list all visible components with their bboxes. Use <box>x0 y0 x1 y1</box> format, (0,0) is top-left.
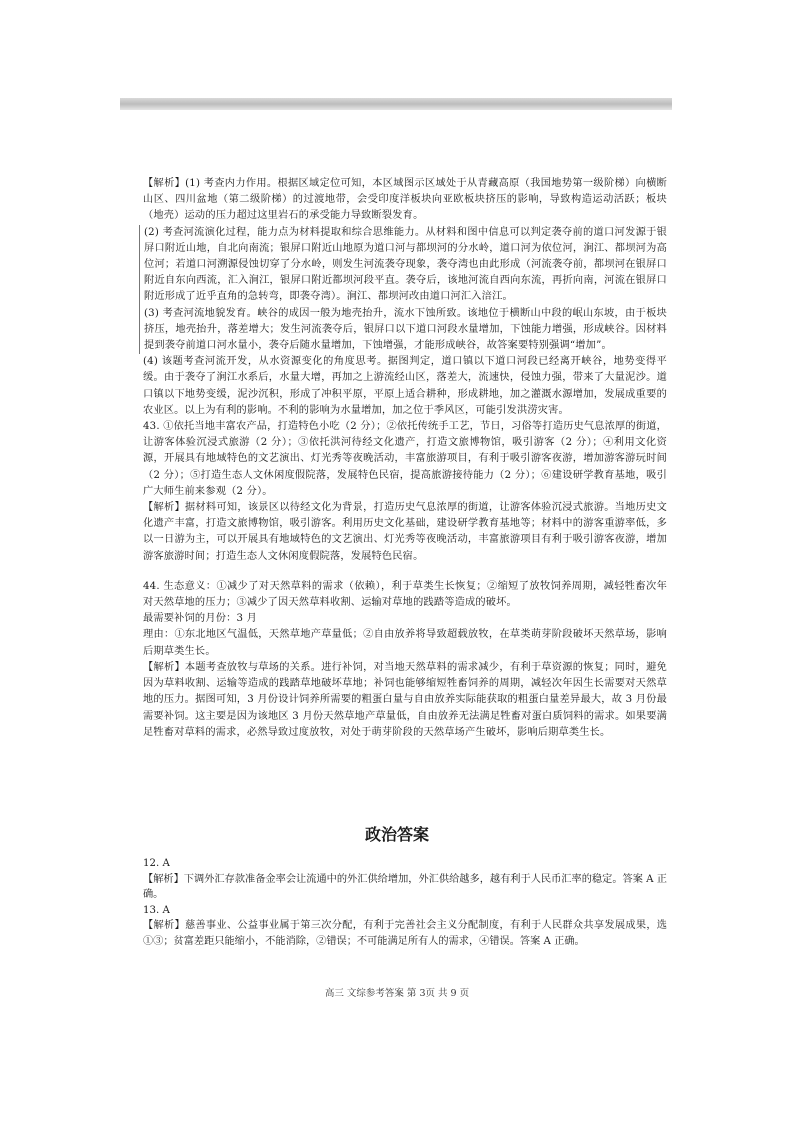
question-44-month: 最需要补饲的月份：3 月 <box>143 613 257 625</box>
page-top-rule <box>120 98 672 110</box>
analysis-part-3: (3) 考查河流地貌发育。峡谷的成因一般为地壳抬升，流水下蚀所致。该地位于横断山中段的岷山东坡，由于板块挤压，地壳抬升，落差增大；发生河流袭夺后，银屏口以下道口河段水量增加，下蚀能力增强，形成峡谷。因材料提到袭夺前道口河水量小，袭夺后随水量增加，下蚀增强，才能形成峡谷，故答案要特别强调“增加”。 <box>144 307 667 352</box>
question-13-analysis: 【解析】慈善事业、公益事业属于第三次分配，有利于完善社会主义分配制度，有利于人民群众共享发展成果，选①③；贫富差距只能缩小，不能消除，②错误；不可能满足所有人的需求，④错误。答案 A 正确。 <box>143 920 667 947</box>
question-43-analysis: 【解析】据材料可知，该景区以待经文化为背景，打造历史气息浓厚的街道，让游客体验沉浸式旅游。当地历史文化遗产丰富，打造文旅博物馆，吸引游客。利用历史文化基础，建设研学教育基地等；材料中的游客重游率低，多以一日游为主，可以开展具有地域特色的文艺演出、灯光秀等夜晚活动，丰富旅游项目有利于吸引游客夜游，增加游客旅游时间；打造生态人文休闲度假院落，发展特色民宿。 <box>143 502 667 562</box>
question-12-answer: 12. A <box>143 858 170 869</box>
question-44-reason: 理由：①东北地区气温低，天然草地产草量低；②自由放养将导致超载放牧，在草类萌芽阶段破坏天然草场，影响后期草类生长。 <box>143 629 667 657</box>
question-43-answer: 43. ①依托当地丰富农产品，打造特色小吃（2 分）；②依托传统手工艺，节日，习俗等打造历史气息浓厚的街道，让游客体验沉浸式旅游（2 分）；③依托洪河待经文化遗产，打造文旅博物馆，吸引游客（2 分）；④利用文化资源，开展具有地域特色的文艺演出、灯光秀等夜晚活动，丰富旅游项目，有利于吸引游客夜游，增加游客游玩时间（2 分）；⑤打造生态人文休闲度假院落，发展特色民宿，提高旅游接待能力（2 分）；⑥建设研学教育基地，吸引广大师生前来参观（2 分）。 <box>143 421 667 497</box>
analysis-part-2: (2) 考查河流演化过程，能力点为材料提取和综合思维能力。从材料和图中信息可以判定袭夺前的道口河发源于银屏口附近山地，自北向南流；银屏口附近山地原为道口河与都坝河的分水岭，道口河为依位河，涧江、都坝河为高位河；若道口河溯源侵蚀切穿了分水岭，则发生河流袭夺现象，袭夺湾也由此形成（河流袭夺前，都坝河在银屏口附近自东向西流，汇入涧江，银屏口附近都坝河段平直。袭夺后，该地河流自西向东流，再折向南，河流在银屏口附近形成了近乎直角的急转弯，即袭夺湾）。涧江、都坝河改由道口河汇入涪江。 <box>144 226 667 303</box>
question-44-ecology: 44. 生态意义：①减少了对天然草料的需求（依赖），利于草类生长恢复；②缩短了放牧饲养周期，减轻牲畜次年对天然草地的压力；③减少了因天然草料收割、运输对草地的践踏等造成的破坏。 <box>143 580 667 609</box>
politics-answers <box>143 856 667 950</box>
analysis-part-4: (4) 该题考查河流开发，从水资源变化的角度思考。据图判定，道口镇以下道口河段已经离开峡谷，地势变得平缓。由于袭夺了涧江水系后，水量大增，再加之上游流经山区，落差大，流速快，侵蚀力强，带来了大量泥沙。道口镇以下地势变缓，泥沙沉积，形成了冲积平原，平原上适合耕种，形成耕地，加之灌溉水源增加，发展成重要的农业区。以上为有利的影响。不利的影响为水量增加，加之位于季风区，可能引发洪涝灾害。 <box>143 356 667 416</box>
section-title: 政治答案 <box>364 825 429 844</box>
question-13-answer: 13. A <box>143 904 170 916</box>
question-12-analysis: 【解析】下调外汇存款准备金率会让流通中的外汇供给增加，外汇供给越多，越有利于人民币汇率的稳定。答案 A 正确。 <box>143 873 667 901</box>
boxed-analysis <box>139 225 667 355</box>
geography-answers <box>143 176 667 741</box>
analysis-part-1: 【解析】(1) 考查内力作用。根据区域定位可知，本区域图示区域处于从青藏高原（我国地势第一级阶梯）向横断山区、四川盆地（第二级阶梯）的过渡地带，会受印度洋板块向亚欧板块挤压的影响，导致构造运动活跃；板块（地壳）运动的压力超过这里岩石的承受能力导致断裂发育。 <box>143 178 667 222</box>
page-footer: 高三 文综参考答案 第 3页 共 9 页 <box>324 988 470 999</box>
question-44-analysis: 【解析】本题考查放牧与草场的关系。进行补饲，对当地天然草料的需求减少，有利于草资源的恢复；同时，避免因为草料收割、运输等造成的践踏草地破坏草地；补饲也能够缩短牲畜饲养的周期，减轻次年因生长需要对天然草地的压力。据图可知，3 月份设计饲养所需要的粗蛋白量与自由放养实际能获取的粗蛋白量差异最大，故 3 月份最需要补饲。这主要是因为该地区 3 月份天然草地产草量低，自由放养无法满足牲畜对蛋白质饲料的需求。如果要满足牲畜对草料的需求，必然导致过度放牧，对处于萌芽阶段的天然草场产生破坏，影响后期草类生长。 <box>143 661 667 738</box>
